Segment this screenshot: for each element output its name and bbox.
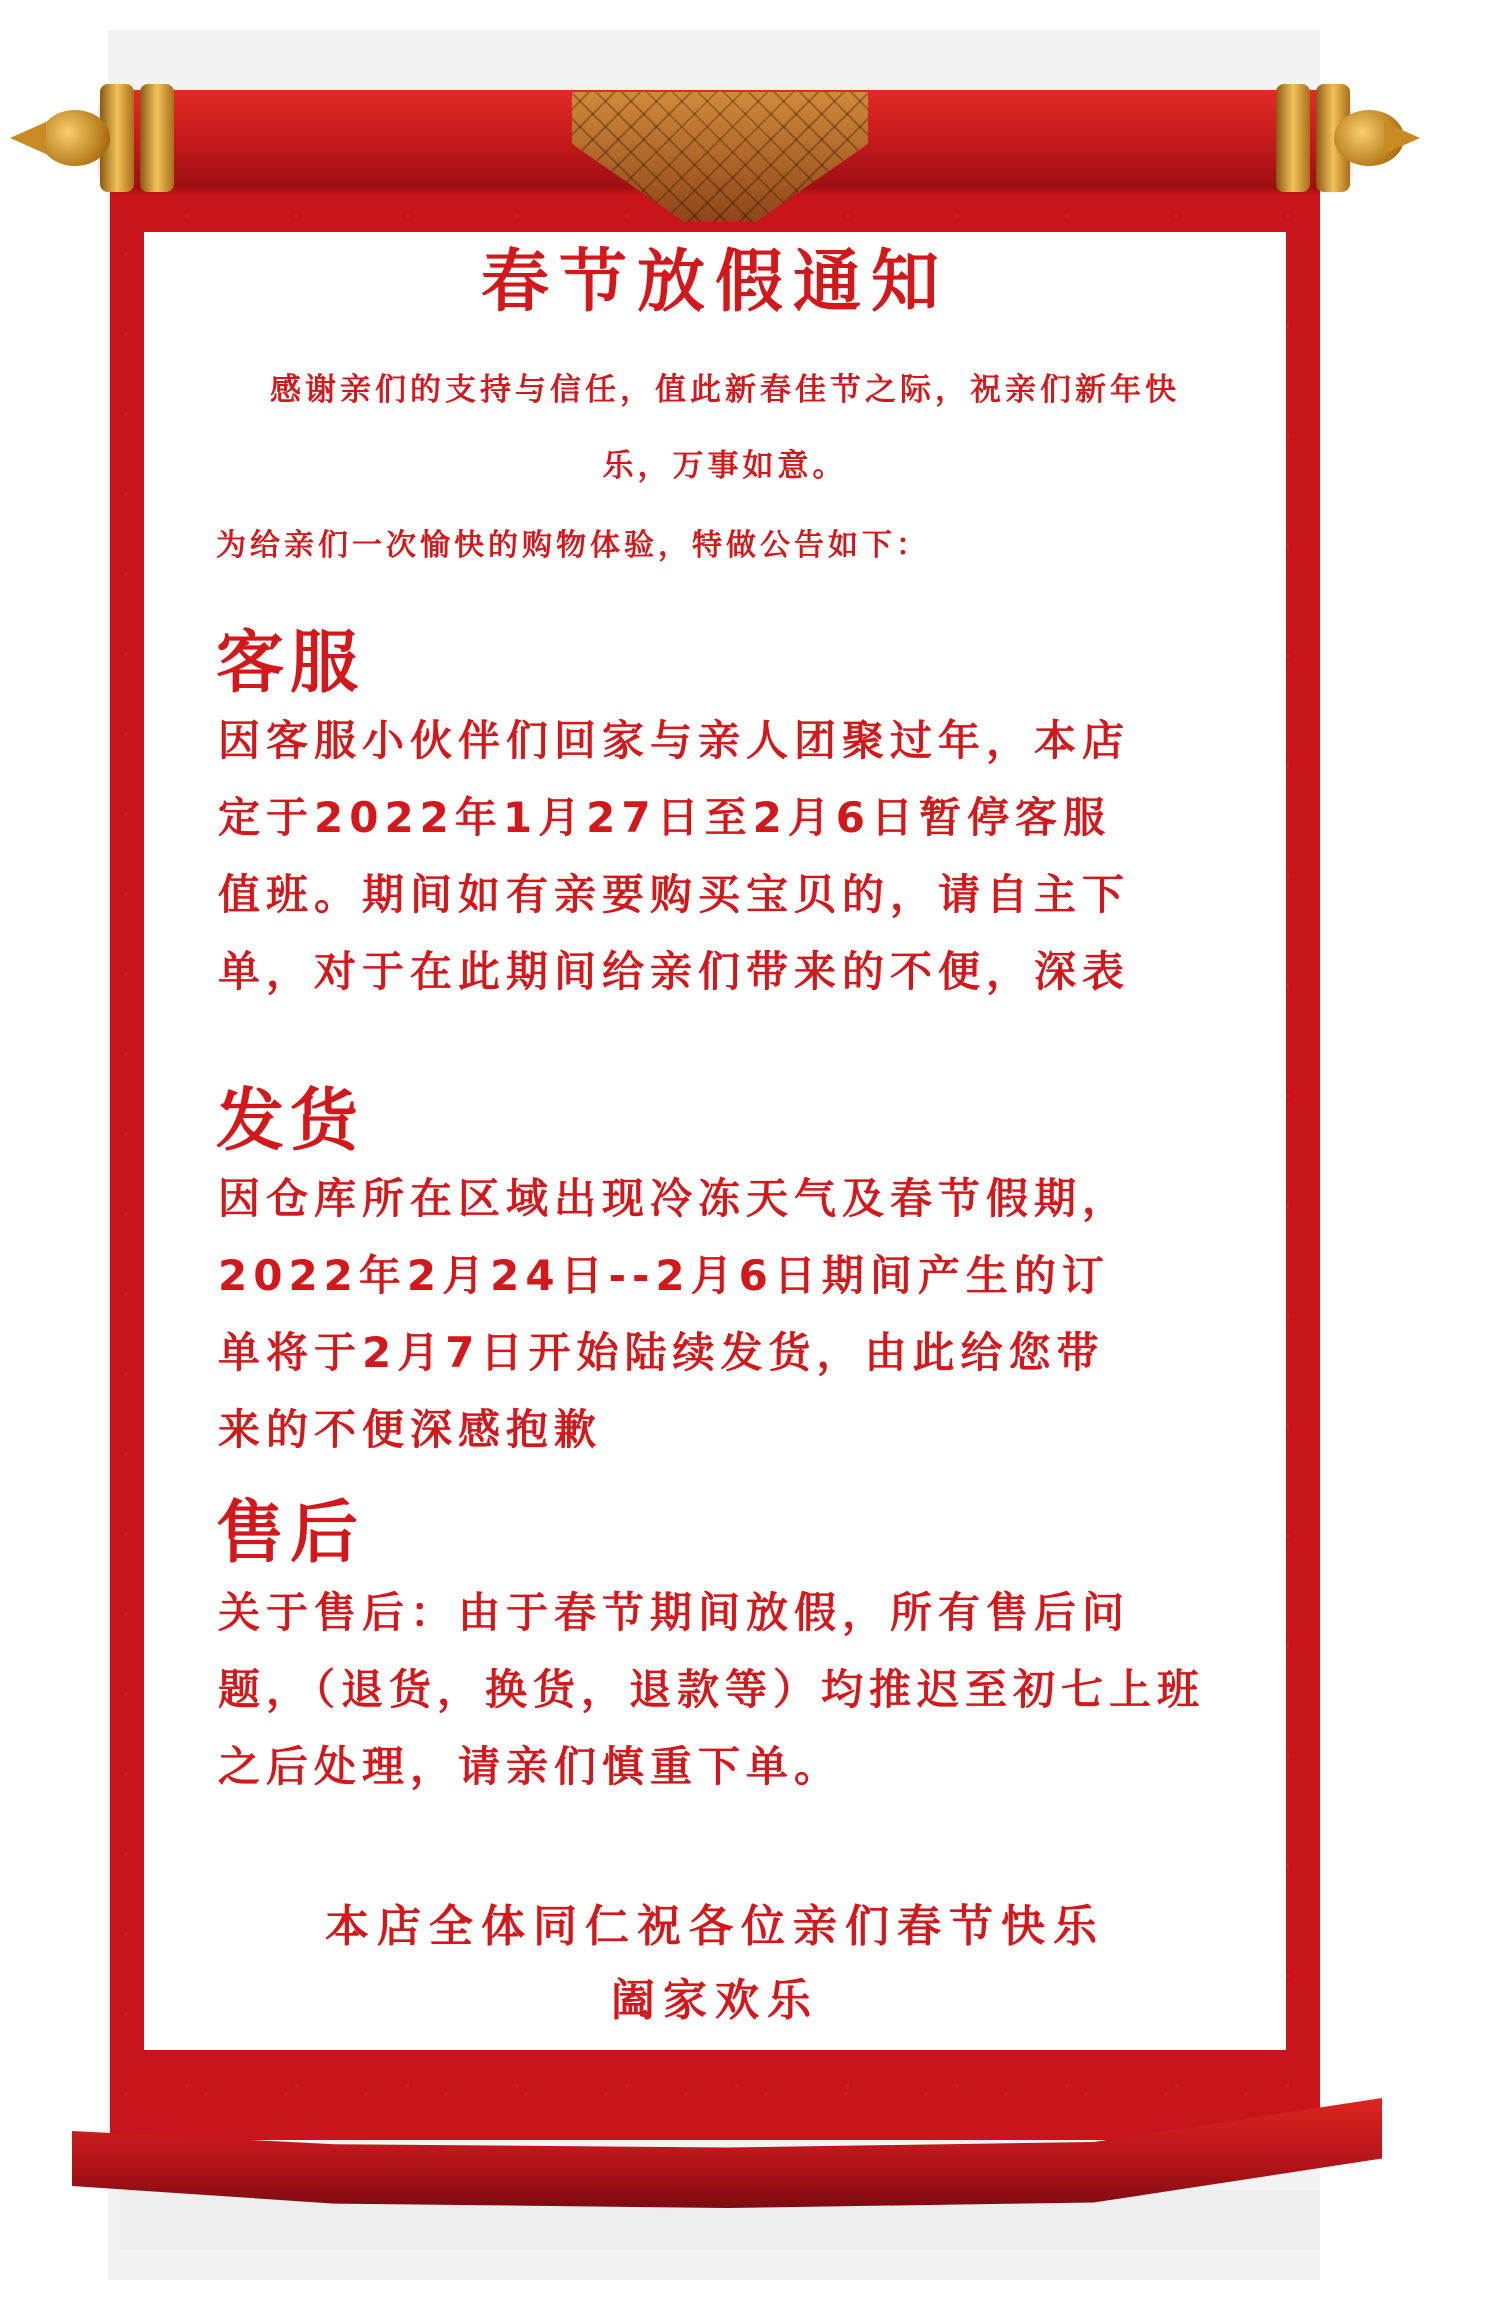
section-body-shipping <box>218 1160 1228 1468</box>
roller-tip-right-icon <box>1384 122 1420 154</box>
section-heading-shipping: 发货 <box>216 1082 365 1161</box>
roller-tip-left-icon <box>10 122 46 154</box>
roller-cap-left <box>40 110 110 166</box>
section-line: 值班。期间如有亲要购买宝贝的，请自主下 <box>218 870 1131 919</box>
section-line: 因仓库所在区域出现冷冻天气及春节假期， <box>218 1174 1131 1223</box>
closing-line-1: 本店全体同仁祝各位亲们春节快乐 <box>325 1901 1105 1952</box>
section-line: 关于售后：由于春节期间放假，所有售后问 <box>218 1588 1131 1637</box>
section-line: 2022年2月24日--2月6日期间产生的订 <box>218 1251 1110 1300</box>
section-line: 来的不便深感抱歉 <box>218 1405 603 1454</box>
intro-line-1: 感谢亲们的支持与信任，值此新春佳节之际，祝亲们新年快 <box>270 372 1180 408</box>
section-line: 之后处理，请亲们慎重下单。 <box>218 1742 843 1791</box>
intro-text <box>210 352 1240 504</box>
intro-announcement: 为给亲们一次愉快的购物体验，特做公告如下： <box>216 528 930 563</box>
section-line: 因客服小伙伴们回家与亲人团聚过年，本店 <box>218 716 1131 765</box>
section-heading-customer-service: 客服 <box>216 624 365 703</box>
section-body-after-sales <box>218 1574 1228 1805</box>
section-line: 题，（退货，换货，退款等）均推迟至初七上班 <box>218 1665 1206 1714</box>
intro-line-2: 乐，万事如意。 <box>602 448 848 484</box>
closing-line-2: 阖家欢乐 <box>611 1975 819 2026</box>
section-line: 定于2022年1月27日至2月6日暂停客服 <box>218 793 1112 842</box>
roller-band-left-2 <box>140 84 174 192</box>
section-heading-after-sales: 售后 <box>216 1494 365 1573</box>
section-line: 单，对于在此期间给亲们带来的不便，深表 <box>218 947 1131 996</box>
section-line: 单将于2月7日开始陆续发货，由此给您带 <box>218 1328 1105 1377</box>
section-body-customer-service <box>218 702 1228 1010</box>
notice-title: 春节放假通知 <box>480 243 949 322</box>
roller-band-right <box>1276 84 1310 192</box>
closing-greeting <box>144 1890 1286 2038</box>
